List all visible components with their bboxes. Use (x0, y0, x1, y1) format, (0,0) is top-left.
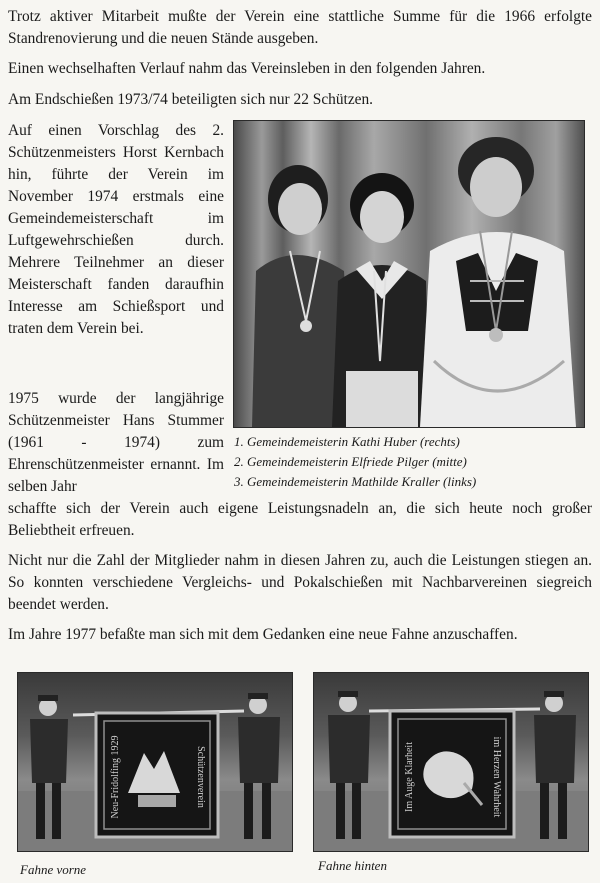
paragraph-ehrenschuetzenmeister: 1975 wurde der langjährige Schützenmeister Hans Stummer (1961 - 1974) zum Ehrenschützenmeister ernannt. Im selben Jahr (8, 390, 224, 495)
flag-back-left-text: Im Auge Klarheit (404, 742, 415, 812)
flag-back-right-text: im Herzen Wahrheit (491, 736, 502, 818)
photo-caption-3: 3. Gemeindemeisterin Mathilde Kraller (links) (234, 474, 477, 489)
paragraph-leistungsnadeln: schaffte sich der Verein auch eigene Leistungsnadeln an, die sich heute noch großer Beliebtheit erfreuen. (8, 500, 592, 539)
flag-front-illustration (18, 673, 292, 851)
photo-caption-1: 1. Gemeindemeisterin Kathi Huber (rechts) (234, 434, 460, 449)
paragraph-renovation: Trotz aktiver Mitarbeit mußte der Verein eine stattliche Summe für die 1966 erfolgte Standrenovierung und die neuen Stände ausgeben. (8, 8, 592, 47)
paragraph-gemeindemeisterschaft: Auf einen Vorschlag des 2. Schützenmeisters Horst Kernbach hin, führte der Verein im November 1974 erstmals eine Gemeindemeisterschaft im Luftgewehrschießen durch. Mehrere Teilnehmer an dieser Meisterschaft fanden daraufhin Interesse am Schießsport und traten dem Verein bei. (8, 122, 224, 337)
photo-gemeindemeisterinnen (233, 120, 585, 428)
women-illustration (234, 121, 584, 427)
paragraph-endschiessen: Am Endschießen 1973/74 beteiligten sich nur 22 Schützen. (8, 91, 374, 108)
paragraph-course: Einen wechselhaften Verlauf nahm das Vereinsleben in den folgenden Jahren. (8, 60, 486, 77)
caption-fahne-vorne: Fahne vorne (20, 862, 87, 877)
photo-fahne-vorne (17, 672, 293, 852)
flag-front-right-text: Schützenverein (195, 746, 206, 808)
photo-caption-2: 2. Gemeindemeisterin Elfriede Pilger (mitte) (234, 454, 467, 469)
caption-fahne-hinten: Fahne hinten (318, 858, 387, 873)
photo-fahne-hinten (313, 672, 589, 852)
paragraph-mitglieder: Nicht nur die Zahl der Mitglieder nahm in diesen Jahren zu, auch die Leistungen stiegen an. So konnten verschiedene Vergleichs- und Pokalschießen mit Nachbarvereinen siegreich beendet werden. (8, 552, 592, 613)
paragraph-fahne: Im Jahre 1977 befaßte man sich mit dem Gedanken eine neue Fahne anzuschaffen. (8, 626, 518, 643)
flag-front-left-text: Neu-Fridolfing 1929 (110, 735, 121, 819)
flag-back-illustration (314, 673, 588, 851)
